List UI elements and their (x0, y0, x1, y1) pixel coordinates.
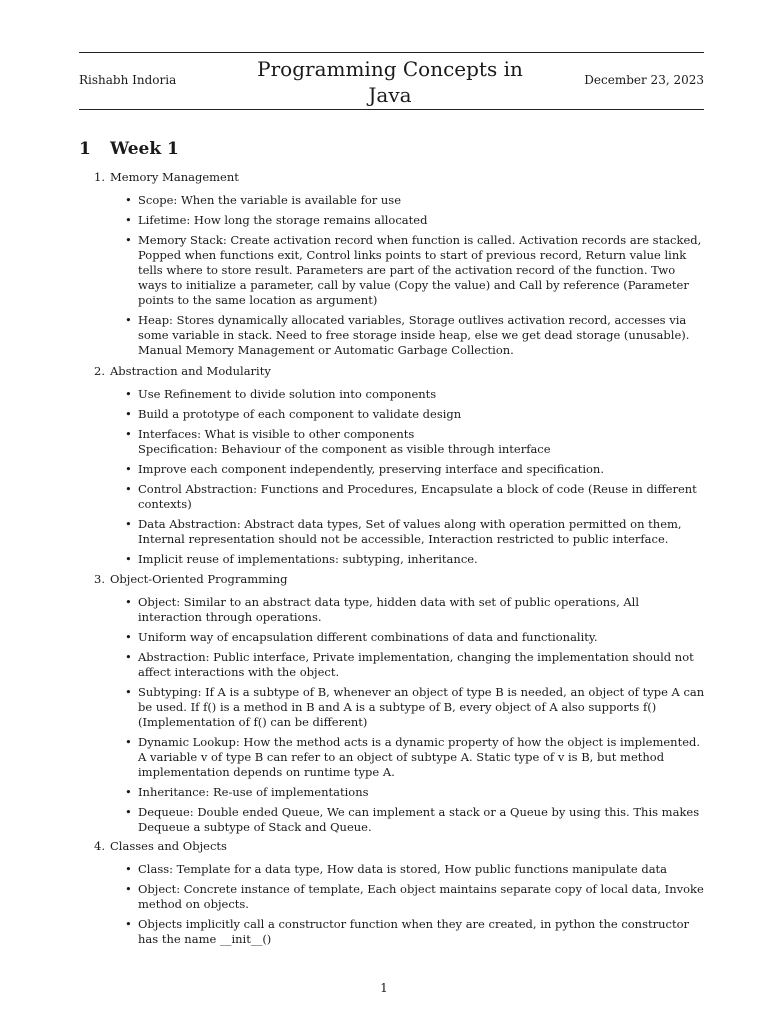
title-line-1: Programming Concepts in (257, 57, 523, 81)
bullet-icon: • (125, 387, 132, 401)
bullet-icon: • (125, 552, 132, 566)
author-name: Rishabh Indoria (79, 73, 177, 87)
enum-number: 4. (94, 839, 105, 853)
header-bottom-rule (79, 109, 704, 110)
enum-item (94, 572, 706, 840)
enum-number: 1. (94, 170, 105, 184)
title-line-2: Java (368, 83, 412, 107)
enum-title: Classes and Objects (110, 839, 227, 853)
list-item: • Class: Template for a data type, How data is stored, How public functions manipulate data (125, 862, 668, 876)
list-item: • Dynamic Lookup: How the method acts is a dynamic property of how the object is implemented. A variable v of type B can refer to an object of subtype A. Static type of v is B, but method implementation depends on runtime type A. (125, 735, 701, 779)
document-title (240, 56, 540, 108)
bullet-icon: • (125, 407, 132, 421)
bullet-icon: • (125, 805, 132, 819)
list-item: • Implicit reuse of implementations: subtyping, inheritance. (125, 552, 478, 566)
bullet-list (94, 862, 706, 947)
list-item: • Memory Stack: Create activation record when function is called. Activation records are stacked, Popped when functions exit, Control links points to start of previous record, Return value link tells where to store result. Parameters are part of the activation record of the function. Two ways to initialize a parameter, call by value (Copy the value) and Call by reference (Parameter points to the same location as argument) (125, 233, 702, 307)
bullet-icon: • (125, 193, 132, 207)
list-item: • Abstraction: Public interface, Private implementation, changing the implementation should not affect interactions with the object. (125, 650, 694, 679)
page-number: 1 (380, 981, 388, 995)
list-item: • Subtyping: If A is a subtype of B, whenever an object of type B is needed, an object of type A can be used. If f() is a method in B and A is a subtype of B, every object of A also supports f() (Implementation of f() can be different) (125, 685, 705, 729)
bullet-icon: • (125, 313, 132, 327)
bullet-icon: • (125, 427, 132, 441)
list-item: • Build a prototype of each component to validate design (125, 407, 462, 421)
list-item: • Scope: When the variable is available for use (125, 193, 402, 207)
bullet-icon: • (125, 862, 132, 876)
bullet-icon: • (125, 213, 132, 227)
enum-item (94, 170, 706, 363)
bullet-icon: • (125, 917, 132, 931)
bullet-icon: • (125, 785, 132, 799)
enum-item (94, 839, 706, 952)
document-date: December 23, 2023 (584, 73, 704, 87)
list-item: • Dequeue: Double ended Queue, We can implement a stack or a Queue by using this. This makes Dequeue a subtype of Stack and Queue. (125, 805, 700, 834)
list-item: • Control Abstraction: Functions and Procedures, Encapsulate a block of code (Reuse in different contexts) (125, 482, 697, 511)
enum-item (94, 364, 706, 572)
bullet-icon: • (125, 517, 132, 531)
enum-title: Memory Management (110, 170, 239, 184)
section-number: 1 (79, 139, 91, 159)
list-item: • Object: Concrete instance of template, Each object maintains separate copy of local data, Invoke method on objects. (125, 882, 704, 911)
list-item: • Improve each component independently, preserving interface and specification. (125, 462, 604, 476)
bullet-list (94, 193, 706, 358)
bullet-list (94, 595, 706, 835)
enum-title: Abstraction and Modularity (110, 364, 271, 378)
enum-title: Object-Oriented Programming (110, 572, 288, 586)
header-top-rule (79, 52, 704, 53)
list-item: • Inheritance: Re-use of implementations (125, 785, 369, 799)
list-item: • Uniform way of encapsulation different combinations of data and functionality. (125, 630, 598, 644)
list-item: • Lifetime: How long the storage remains allocated (125, 213, 428, 227)
section-heading (79, 139, 179, 159)
bullet-list (94, 387, 706, 567)
bullet-icon: • (125, 233, 132, 247)
list-item: • Data Abstraction: Abstract data types, Set of values along with operation permitted on them, Internal representation should not be accessible, Interaction restricted to public interface. (125, 517, 682, 546)
bullet-icon: • (125, 735, 132, 749)
list-item: • Objects implicitly call a constructor function when they are created, in python the constructor has the name __init__() (125, 917, 690, 946)
bullet-icon: • (125, 685, 132, 699)
bullet-icon: • (125, 630, 132, 644)
list-item: • Use Refinement to divide solution into components (125, 387, 437, 401)
bullet-icon: • (125, 595, 132, 609)
bullet-icon: • (125, 650, 132, 664)
enum-number: 2. (94, 364, 105, 378)
bullet-icon: • (125, 462, 132, 476)
list-item: • Object: Similar to an abstract data type, hidden data with set of public operations, All interaction through operations. (125, 595, 640, 624)
section-title: Week 1 (110, 139, 179, 159)
list-item: • Heap: Stores dynamically allocated variables, Storage outlives activation record, accesses via some variable in stack. Need to free storage inside heap, else we get dead storage (unusable). Manual Memory Management or Automatic Garbage Collection. (125, 313, 690, 357)
enum-number: 3. (94, 572, 105, 586)
bullet-icon: • (125, 482, 132, 496)
bullet-icon: • (125, 882, 132, 896)
list-item: • Interfaces: What is visible to other components Specification: Behaviour of the component as visible through interface (125, 427, 551, 456)
